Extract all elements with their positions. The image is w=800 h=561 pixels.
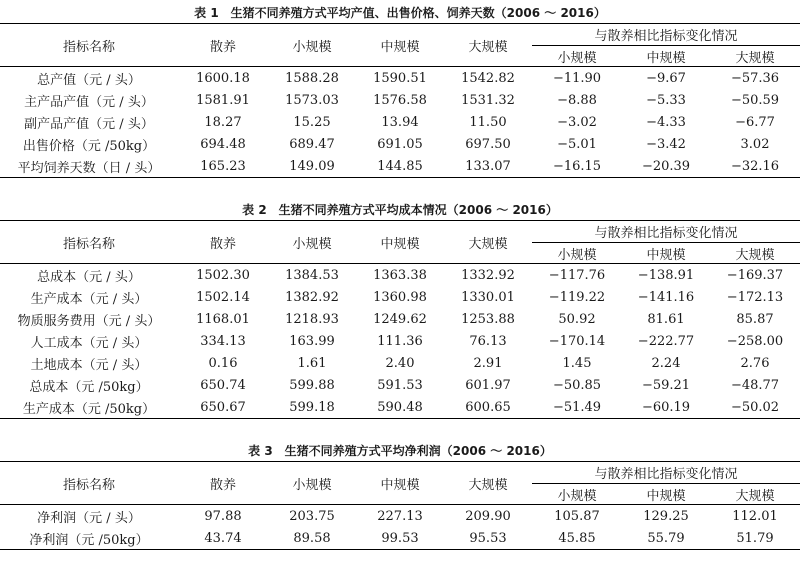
table-cell: 1249.62 bbox=[373, 311, 427, 327]
header-col-small: 小规模 bbox=[292, 236, 332, 252]
table-cell: 89.58 bbox=[293, 530, 331, 546]
header-sub-medium: 中规模 bbox=[646, 50, 686, 66]
table-cell: 599.88 bbox=[289, 377, 335, 393]
table-cell: 1363.38 bbox=[373, 267, 427, 283]
table-cell: 111.36 bbox=[377, 333, 423, 349]
table-cell: 334.13 bbox=[200, 333, 246, 349]
table-2-caption: 表 2 生猪不同养殖方式平均成本情况（2006 ～ 2016） bbox=[242, 203, 558, 217]
row-label: 物质服务费用（元 / 头） bbox=[17, 313, 161, 329]
table-row bbox=[0, 155, 800, 178]
row-label: 总成本（元 / 头） bbox=[37, 269, 141, 285]
header-group-change: 与散养相比指标变化情况 bbox=[532, 221, 800, 243]
row-label: 净利润（元 / 头） bbox=[37, 510, 141, 526]
table-cell: −222.77 bbox=[637, 333, 695, 349]
row-label: 副产品产值（元 / 头） bbox=[24, 116, 154, 132]
table-cell: 81.61 bbox=[647, 311, 685, 327]
row-label: 生产成本（元 / 头） bbox=[30, 291, 148, 307]
table-cell: −5.01 bbox=[557, 136, 597, 152]
table-row bbox=[0, 374, 800, 396]
header-indicator-name: 指标名称 bbox=[62, 236, 115, 252]
table-cell: 149.09 bbox=[289, 158, 335, 174]
table-cell: −6.77 bbox=[735, 114, 775, 130]
table-cell: 2.40 bbox=[385, 355, 415, 371]
table-cell: 1218.93 bbox=[285, 311, 339, 327]
table-cell: −141.16 bbox=[637, 289, 695, 305]
table-row bbox=[0, 505, 800, 528]
header-col-large: 大规模 bbox=[468, 477, 508, 493]
table-cell: 2.91 bbox=[473, 355, 503, 371]
table-row bbox=[0, 89, 800, 111]
table-row bbox=[0, 330, 800, 352]
table-cell: 203.75 bbox=[289, 508, 335, 524]
table-3-block bbox=[0, 441, 800, 550]
row-label: 净利润（元 /50kg） bbox=[29, 532, 149, 548]
table-cell: 1330.01 bbox=[461, 289, 515, 305]
table-cell: 112.01 bbox=[732, 508, 778, 524]
table-cell: −3.42 bbox=[646, 136, 686, 152]
table-1-caption: 表 1 生猪不同养殖方式平均产值、出售价格、饲养天数（2006 ～ 2016） bbox=[194, 6, 606, 20]
table-cell: 45.85 bbox=[558, 530, 596, 546]
table-row bbox=[0, 396, 800, 419]
table-cell: 1590.51 bbox=[373, 70, 427, 86]
header-col-large: 大规模 bbox=[468, 236, 508, 252]
table-cell: −117.76 bbox=[548, 267, 606, 283]
table-row bbox=[0, 133, 800, 155]
table-row bbox=[0, 527, 800, 550]
row-label: 平均饲养天数（日 / 头） bbox=[17, 160, 161, 176]
table-cell: 85.87 bbox=[736, 311, 774, 327]
table-cell: 1600.18 bbox=[196, 70, 250, 86]
table-cell: 1573.03 bbox=[285, 92, 339, 108]
table-cell: 0.16 bbox=[208, 355, 238, 371]
header-sub-medium: 中规模 bbox=[646, 247, 686, 263]
table-cell: 1332.92 bbox=[461, 267, 515, 283]
table-cell: 650.67 bbox=[200, 399, 246, 415]
header-sub-small: 小规模 bbox=[557, 247, 597, 263]
table-cell: 133.07 bbox=[465, 158, 511, 174]
header-sub-large: 大规模 bbox=[735, 50, 775, 66]
table-row bbox=[0, 264, 800, 287]
row-label: 生产成本（元 /50kg） bbox=[22, 401, 156, 417]
header-sub-medium: 中规模 bbox=[646, 488, 686, 504]
table-3 bbox=[0, 461, 800, 550]
table-cell: 1531.32 bbox=[461, 92, 515, 108]
table-cell: 11.50 bbox=[469, 114, 507, 130]
table-cell: 1502.14 bbox=[196, 289, 250, 305]
table-cell: 13.94 bbox=[381, 114, 419, 130]
table-cell: 1384.53 bbox=[285, 267, 339, 283]
table-cell: 165.23 bbox=[200, 158, 246, 174]
table-cell: −258.00 bbox=[726, 333, 784, 349]
table-cell: −170.14 bbox=[548, 333, 606, 349]
row-label: 总成本（元 /50kg） bbox=[29, 379, 149, 395]
table-row bbox=[0, 352, 800, 374]
table-cell: 99.53 bbox=[381, 530, 419, 546]
header-col-medium: 中规模 bbox=[380, 477, 420, 493]
header-sub-large: 大规模 bbox=[735, 247, 775, 263]
header-sub-large: 大规模 bbox=[735, 488, 775, 504]
table-row bbox=[0, 111, 800, 133]
table-cell: 1542.82 bbox=[461, 70, 515, 86]
header-col-sanyang: 散养 bbox=[209, 39, 236, 55]
table-cell: 43.74 bbox=[204, 530, 242, 546]
row-label: 主产品产值（元 / 头） bbox=[24, 94, 154, 110]
table-cell: 95.53 bbox=[469, 530, 507, 546]
table-2-body bbox=[0, 264, 800, 419]
table-cell: −11.90 bbox=[552, 70, 602, 86]
header-col-large: 大规模 bbox=[468, 39, 508, 55]
table-cell: 163.99 bbox=[289, 333, 335, 349]
table-cell: 591.53 bbox=[377, 377, 423, 393]
header-col-small: 小规模 bbox=[292, 477, 332, 493]
table-cell: −50.59 bbox=[730, 92, 780, 108]
table-cell: −57.36 bbox=[730, 70, 780, 86]
table-cell: 227.13 bbox=[377, 508, 423, 524]
table-row bbox=[0, 286, 800, 308]
header-indicator-name: 指标名称 bbox=[62, 477, 115, 493]
header-col-sanyang: 散养 bbox=[209, 236, 236, 252]
table-cell: 2.76 bbox=[740, 355, 770, 371]
table-cell: 51.79 bbox=[736, 530, 774, 546]
table-cell: −5.33 bbox=[646, 92, 686, 108]
table-cell: −138.91 bbox=[637, 267, 695, 283]
table-cell: −50.02 bbox=[730, 399, 780, 415]
table-cell: 697.50 bbox=[465, 136, 511, 152]
table-cell: 1502.30 bbox=[196, 267, 250, 283]
row-label: 总产值（元 / 头） bbox=[37, 72, 141, 88]
table-cell: −48.77 bbox=[730, 377, 780, 393]
header-col-medium: 中规模 bbox=[380, 39, 420, 55]
table-cell: 694.48 bbox=[200, 136, 246, 152]
table-cell: 650.74 bbox=[200, 377, 246, 393]
table-cell: 1588.28 bbox=[285, 70, 339, 86]
table-row bbox=[0, 308, 800, 330]
table-cell: 1360.98 bbox=[373, 289, 427, 305]
table-cell: −172.13 bbox=[726, 289, 784, 305]
table-cell: 590.48 bbox=[377, 399, 423, 415]
table-cell: 1168.01 bbox=[196, 311, 250, 327]
table-cell: 50.92 bbox=[558, 311, 596, 327]
table-cell: −20.39 bbox=[641, 158, 691, 174]
table-cell: 601.97 bbox=[465, 377, 511, 393]
table-1 bbox=[0, 23, 800, 178]
table-1-block bbox=[0, 3, 800, 178]
table-cell: 689.47 bbox=[289, 136, 335, 152]
table-cell: −4.33 bbox=[646, 114, 686, 130]
row-label: 出售价格（元 /50kg） bbox=[22, 138, 156, 154]
table-1-body bbox=[0, 67, 800, 178]
table-cell: 599.18 bbox=[289, 399, 335, 415]
table-cell: 691.05 bbox=[377, 136, 423, 152]
table-2 bbox=[0, 220, 800, 419]
header-sub-small: 小规模 bbox=[557, 50, 597, 66]
table-2-block bbox=[0, 200, 800, 419]
row-label: 人工成本（元 / 头） bbox=[30, 335, 148, 351]
table-cell: 1253.88 bbox=[461, 311, 515, 327]
table-cell: −3.02 bbox=[557, 114, 597, 130]
table-cell: 15.25 bbox=[293, 114, 331, 130]
table-cell: −119.22 bbox=[548, 289, 606, 305]
header-group-change: 与散养相比指标变化情况 bbox=[532, 462, 800, 484]
table-cell: −8.88 bbox=[557, 92, 597, 108]
table-cell: −32.16 bbox=[730, 158, 780, 174]
table-cell: 76.13 bbox=[469, 333, 507, 349]
header-col-medium: 中规模 bbox=[380, 236, 420, 252]
header-col-small: 小规模 bbox=[292, 39, 332, 55]
table-row bbox=[0, 67, 800, 90]
header-col-sanyang: 散养 bbox=[209, 477, 236, 493]
table-cell: 1.45 bbox=[562, 355, 592, 371]
table-cell: 1.61 bbox=[297, 355, 327, 371]
table-cell: −16.15 bbox=[552, 158, 602, 174]
header-group-change: 与散养相比指标变化情况 bbox=[532, 24, 800, 46]
table-cell: 2.24 bbox=[651, 355, 681, 371]
table-cell: 129.25 bbox=[643, 508, 689, 524]
table-cell: 97.88 bbox=[204, 508, 242, 524]
table-cell: −51.49 bbox=[552, 399, 602, 415]
header-indicator-name: 指标名称 bbox=[62, 39, 115, 55]
table-cell: 1382.92 bbox=[285, 289, 339, 305]
table-cell: 209.90 bbox=[465, 508, 511, 524]
table-cell: −50.85 bbox=[552, 377, 602, 393]
header-sub-small: 小规模 bbox=[557, 488, 597, 504]
table-cell: 1581.91 bbox=[196, 92, 250, 108]
table-cell: 3.02 bbox=[740, 136, 770, 152]
table-cell: 1576.58 bbox=[373, 92, 427, 108]
table-cell: −60.19 bbox=[641, 399, 691, 415]
table-cell: −59.21 bbox=[641, 377, 691, 393]
table-cell: 55.79 bbox=[647, 530, 685, 546]
table-cell: −169.37 bbox=[726, 267, 784, 283]
table-cell: −9.67 bbox=[646, 70, 686, 86]
table-cell: 600.65 bbox=[465, 399, 511, 415]
table-3-body bbox=[0, 505, 800, 550]
table-cell: 18.27 bbox=[204, 114, 242, 130]
row-label: 土地成本（元 / 头） bbox=[30, 357, 148, 373]
table-cell: 144.85 bbox=[377, 158, 423, 174]
table-3-caption: 表 3 生猪不同养殖方式平均净利润（2006 ～ 2016） bbox=[248, 444, 552, 458]
table-cell: 105.87 bbox=[554, 508, 600, 524]
